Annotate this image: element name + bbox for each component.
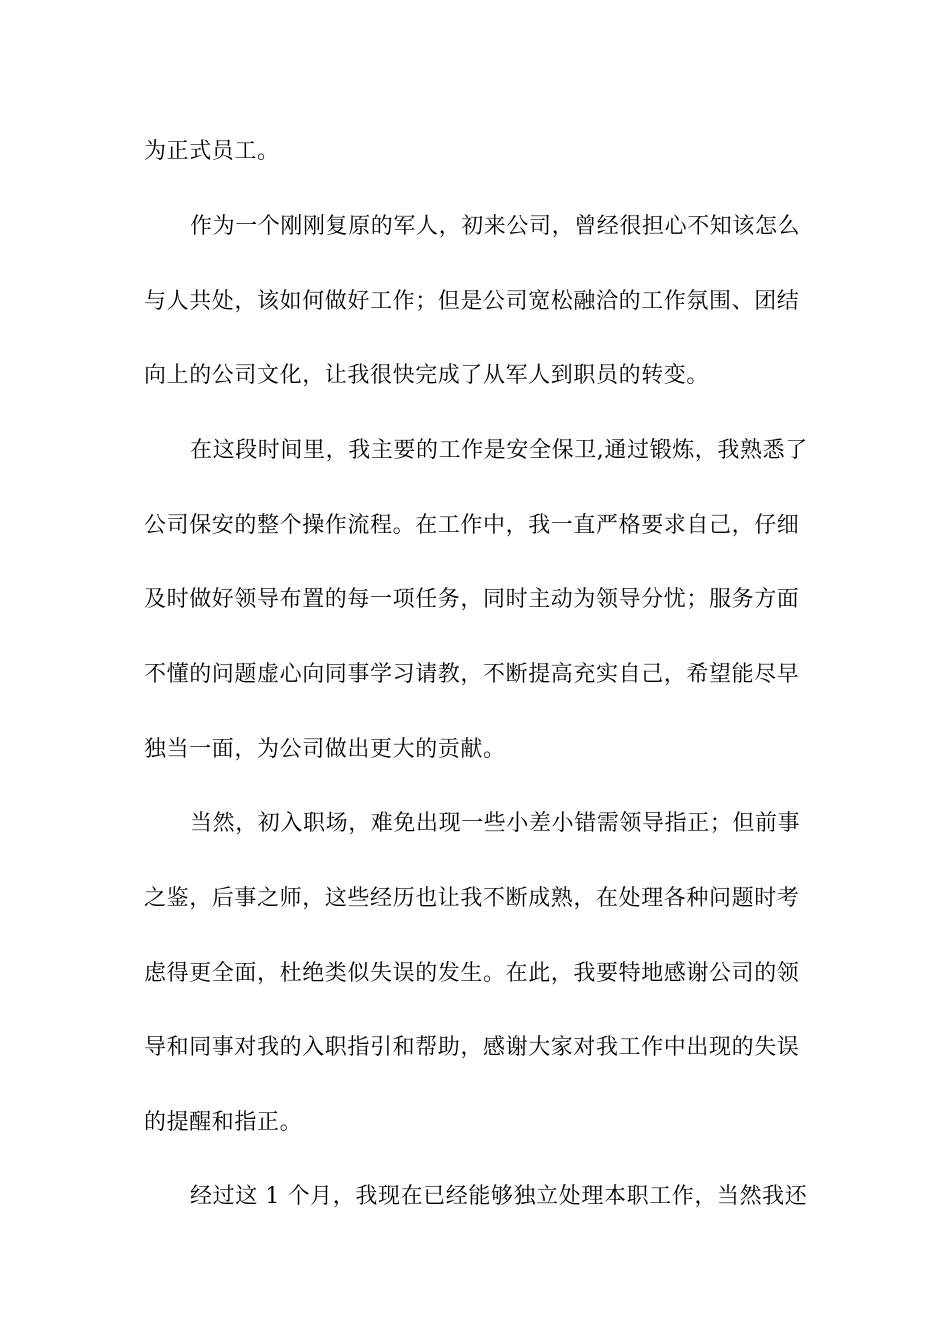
paragraph-2-line-2: 公司保安的整个操作流程。在工作中，我一直严格要求自己，仔细	[144, 513, 800, 538]
paragraph-4-line-1: 经过这 1 个月，我现在已经能够独立处理本职工作，当然我还	[190, 1184, 808, 1209]
paragraph-3-line-2: 之鉴，后事之师，这些经历也让我不断成熟，在处理各种问题时考	[144, 886, 800, 911]
text-line-1: 为正式员工。	[144, 139, 280, 164]
paragraph-1-line-2: 与人共处，该如何做好工作；但是公司宽松融洽的工作氛围、团结	[144, 289, 800, 314]
paragraph-3-line-5: 的提醒和指正。	[144, 1110, 303, 1135]
paragraph-2-line-3: 及时做好领导布置的每一项任务，同时主动为领导分忧；服务方面	[144, 587, 800, 612]
paragraph-2-line-5: 独当一面，为公司做出更大的贡献。	[144, 737, 506, 762]
paragraph-3-line-3: 虑得更全面，杜绝类似失误的发生。在此，我要特地感谢公司的领	[144, 961, 800, 986]
paragraph-1-line-1: 作为一个刚刚复原的军人，初来公司，曾经很担心不知该怎么	[190, 214, 801, 239]
paragraph-2-line-4: 不懂的问题虚心向同事学习请教，不断提高充实自己，希望能尽早	[144, 662, 800, 687]
paragraph-2-line-1: 在这段时间里，我主要的工作是安全保卫,通过锻炼，我熟悉了	[190, 438, 808, 463]
paragraph-3-line-4: 导和同事对我的入职指引和帮助，感谢大家对我工作中出现的失误	[144, 1035, 800, 1060]
paragraph-1-line-3: 向上的公司文化，让我很快完成了从军人到职员的转变。	[144, 363, 710, 388]
paragraph-3-line-1: 当然，初入职场，难免出现一些小差小错需领导指正；但前事	[190, 811, 801, 836]
